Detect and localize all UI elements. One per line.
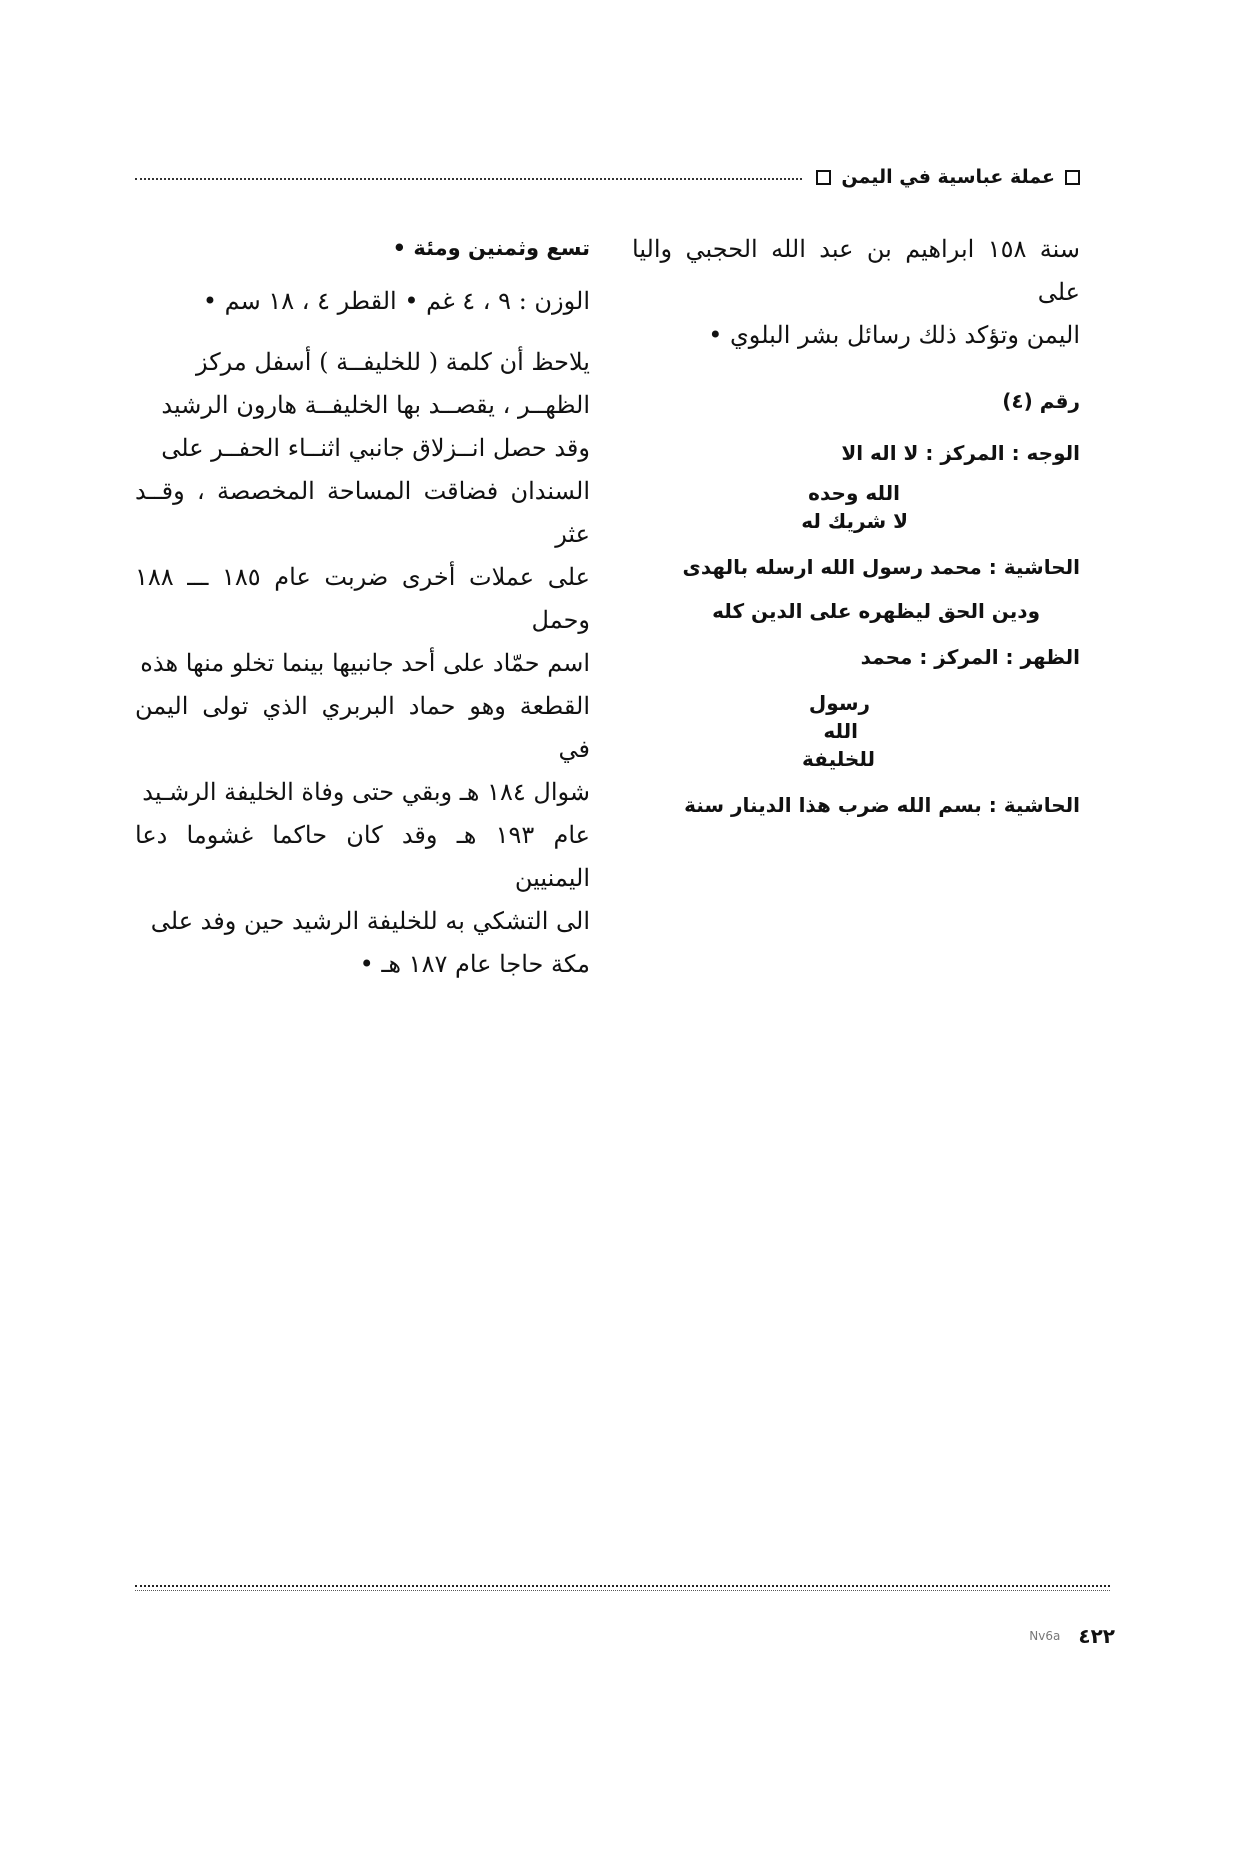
page-footer <box>970 1624 1115 1648</box>
obverse-center-line: الله وحده <box>808 481 900 505</box>
note-line: القطعة وهو حماد البربري الذي تولى اليمن في <box>135 692 590 763</box>
obverse-margin: الحاشية : محمد رسول الله ارسله بالهدى <box>682 555 1080 579</box>
square-bullet-icon <box>816 170 831 185</box>
note-line: يلاحظ أن كلمة ( للخليفــة ) أسفل مركز <box>195 348 590 376</box>
note-line: عام ١٩٣ هـ وقد كان حاكما غشوما دعا اليمنيين <box>135 821 591 892</box>
note-line: وقد حصل انــزلاق جانبي اثنــاء الحفــر على <box>161 434 590 462</box>
footer-mark: Nv6a <box>1029 1629 1061 1643</box>
running-header <box>135 162 1080 192</box>
note-line: على عملات أخرى ضربت عام ١٨٥ ـــ ١٨٨ وحمل <box>135 563 590 634</box>
reverse-center-line: للخليفة <box>802 747 875 771</box>
page-number: ٤٢٢ <box>1078 1624 1115 1648</box>
square-bullet-icon <box>1065 170 1080 185</box>
weight-diameter-line: الوزن : ٩ ، ٤ غم • القطر ٤ ، ١٨ سم • <box>202 287 590 315</box>
note-line: شوال ١٨٤ هـ وبقي حتى وفاة الخليفة الرشـيد <box>142 778 590 806</box>
obverse-margin-line: ودين الحق ليظهره على الدين كله <box>712 599 1040 623</box>
coin-number: رقم (٤) <box>1002 389 1080 413</box>
note-line: الى التشكي به للخليفة الرشيد حين وفد على <box>150 907 590 935</box>
header-dotted-rule <box>135 178 802 180</box>
reverse-center-line: الله <box>823 719 858 743</box>
left-column <box>135 228 590 986</box>
obverse-center-line: لا شريك له <box>801 509 908 533</box>
note-line: السندان فضاقت المساحة المخصصة ، وقــد عثر <box>135 477 590 548</box>
obverse-center: الوجه : المركز : لا اله الا <box>841 441 1080 465</box>
note-line: الظهــر ، يقصــد بها الخليفــة هارون الرشيد <box>161 391 590 419</box>
reverse-center-line: رسول <box>808 691 870 715</box>
intro-line: اليمن وتؤكد ذلك رسائل بشر البلوي • <box>708 321 1080 349</box>
note-paragraph <box>135 341 590 986</box>
right-column <box>632 228 1080 817</box>
header-title: عملة عباسية في اليمن <box>841 166 1055 188</box>
note-line: مكة حاجا عام ١٨٧ هـ • <box>359 950 590 978</box>
date-line: تسع وثمنين ومئة • <box>392 236 590 260</box>
intro-line: سنة ١٥٨ ابراهيم بن عبد الله الحجبي واليا على <box>632 235 1080 306</box>
reverse-center: الظهر : المركز : محمد <box>860 645 1080 669</box>
note-line: اسم حمّاد على أحد جانبيها بينما تخلو منها هذه <box>140 649 590 677</box>
reverse-margin: الحاشية : بسم الله ضرب هذا الدينار سنة <box>684 793 1080 817</box>
footer-dotted-rule <box>135 1585 1110 1587</box>
footer-dotted-rule <box>135 1590 1110 1591</box>
